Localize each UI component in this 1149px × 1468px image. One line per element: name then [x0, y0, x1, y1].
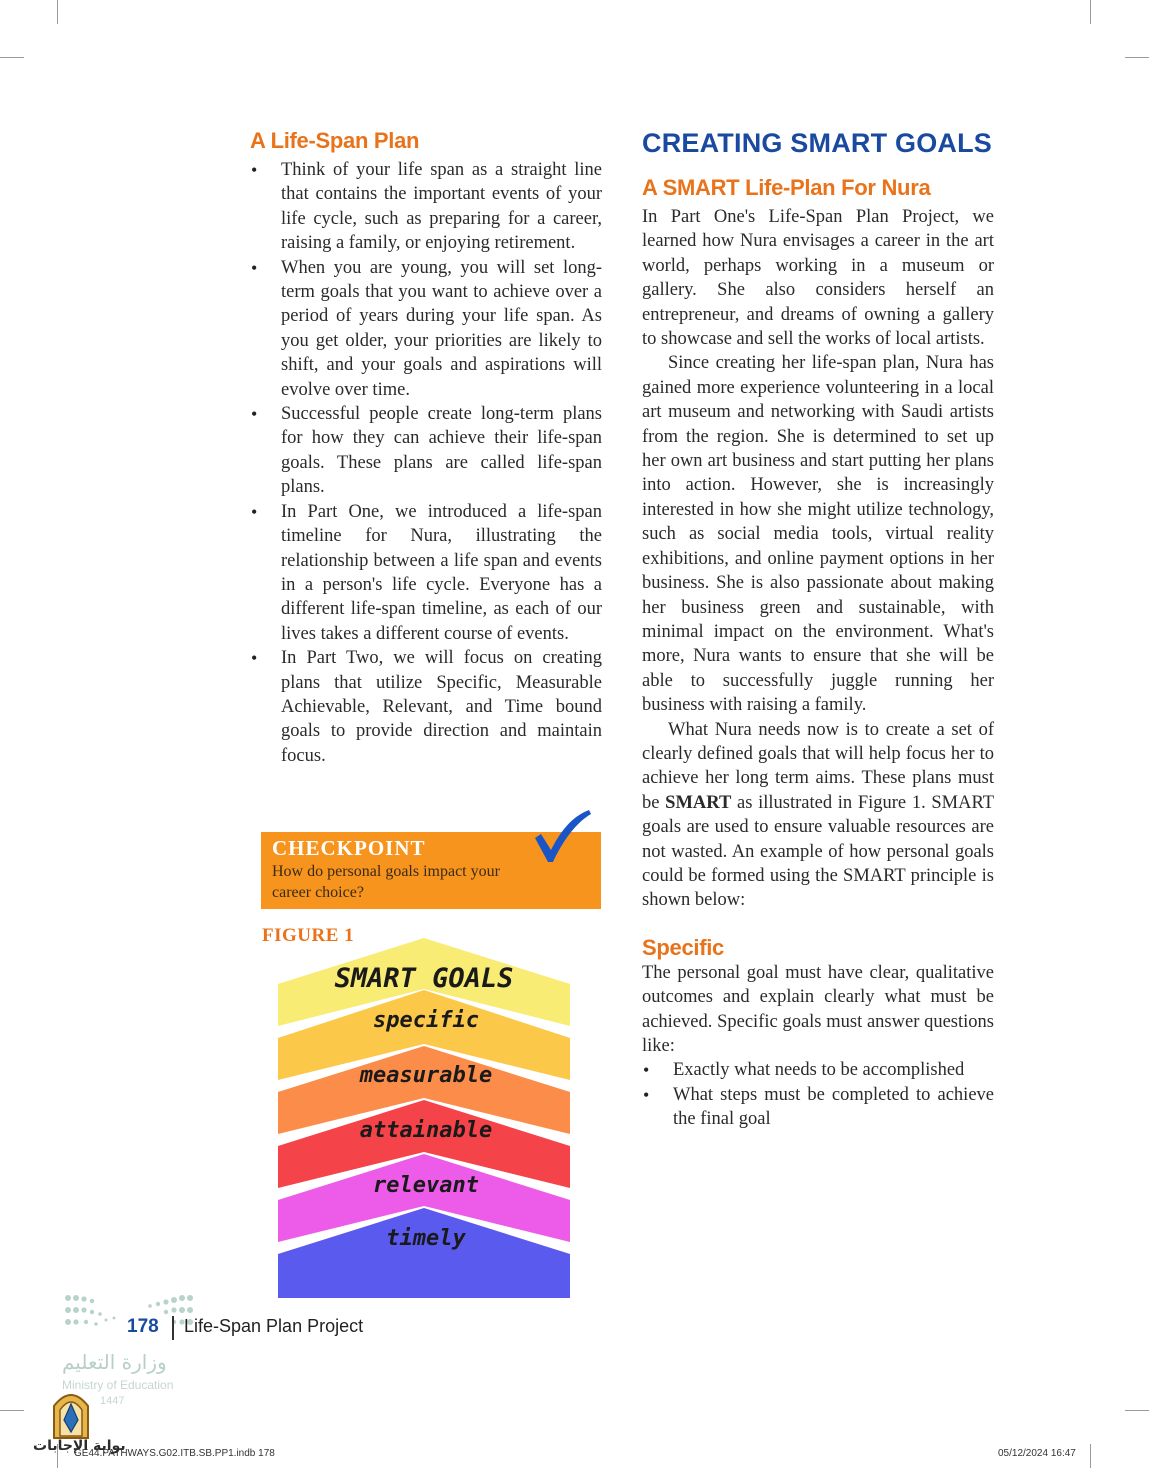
checkpoint-box	[261, 832, 601, 909]
print-slug-file: GE44.PATHWAYS.G02.ITB.SB.PP1.indb 178	[74, 1448, 275, 1459]
bullet-item: • Exactly what needs to be accomplished	[642, 1058, 994, 1082]
crop-mark	[1090, 0, 1091, 24]
portal-watermark: بوابة الإجابات	[33, 1438, 126, 1454]
main-heading: CREATING SMART GOALS	[642, 128, 992, 158]
smart-label-relevant: relevant	[373, 1173, 479, 1198]
bullet-item: • In Part Two, we will focus on creating plans that utilize Specific, Measurable Achievable, Relevant, and Time bound goals to provide direction and maintain focus.	[250, 646, 602, 768]
smart-title-text: SMART GOALS	[334, 963, 514, 994]
footer-section-title: Life-Span Plan Project	[184, 1316, 364, 1336]
bullet-item: • When you are young, you will set long-term goals that you want to achieve over a period of years during your life span. As you get older, your priorities are likely to shift, and your goals and aspirations will evolve over time.	[250, 256, 602, 402]
figure-label: FIGURE 1	[262, 925, 355, 946]
crop-mark	[1125, 57, 1149, 58]
portal-logo-icon	[48, 1386, 94, 1440]
footer-separator	[172, 1316, 174, 1340]
smart-goals-figure	[274, 934, 574, 1302]
left-column	[250, 128, 602, 768]
bullet-item: • In Part One, we introduced a life-span timeline for Nura, illustrating the relationship between a life span and events in a person's life cycle. Everyone has a different life-span timeline, as each of our lives takes a different course of events.	[250, 500, 602, 646]
paragraph-3-end: as illustrated in Figure 1. SMART goals are used to ensure valuable resources are not wasted. An example of how personal goals could be formed using the SMART principle is shown below:	[642, 792, 994, 911]
checkpoint-title: CHECKPOINT	[272, 836, 426, 860]
sub-heading: A SMART Life-Plan For Nura	[642, 175, 931, 200]
paragraph-2: Since creating her life-span plan, Nura has gained more experience volunteering in a local art museum and networking with Saudi artists from the region. She is determined to set up her own art business and start putting her plans into action. However, she is increasingly interested in how she might utilize technology, such as social media tools, virtual reality exhibitions, and online payment options in her business. She is also passionate about making her business green and sustainable, with minimal impact on the environment. What's more, Nura wants to ensure that she will be able to successfully juggle running her business with raising a family.	[642, 353, 994, 716]
crop-mark	[0, 57, 24, 58]
smart-label-measurable: measurable	[359, 1063, 493, 1088]
checkmark-icon	[531, 808, 593, 866]
smart-label-specific: specific	[373, 1008, 479, 1033]
life-span-bullets	[250, 158, 602, 768]
ministry-english-name: Ministry of Education	[62, 1378, 174, 1392]
right-column	[642, 128, 994, 1132]
crop-mark	[57, 0, 58, 24]
specific-heading: Specific	[642, 934, 724, 960]
smart-label-timely: timely	[386, 1226, 466, 1251]
ministry-arabic-name: وزارة التعليم	[62, 1350, 167, 1374]
crop-mark	[1090, 1444, 1091, 1468]
smart-bold: SMART	[665, 792, 732, 813]
paragraph-3-start: What Nura needs now is to create a set of clearly defined goals that will help focus her to achieve her long term aims. These plans must be	[642, 719, 994, 813]
checkpoint-question: How do personal goals impact your career choice?	[272, 863, 500, 901]
bullet-item: • Think of your life span as a straight line that contains the important events of your life cycle, such as preparing for a career, raising a family, or enjoying retirement.	[250, 158, 602, 256]
page-number: 178	[127, 1316, 159, 1337]
specific-bullets	[642, 1058, 994, 1131]
bullet-item: • What steps must be completed to achieve the final goal	[642, 1083, 994, 1132]
crop-mark	[0, 1410, 24, 1411]
paragraph-1: In Part One's Life-Span Plan Project, we learned how Nura envisages a career in the art world, perhaps working in a museum or gallery. She also considers herself an entrepreneur, and dreams of owning a gallery to showcase and sell the works of local artists.	[642, 207, 994, 350]
section-heading-life-span-plan: A Life-Span Plan	[250, 128, 420, 153]
ministry-year: 1447	[100, 1395, 125, 1407]
smart-label-attainable: attainable	[359, 1118, 493, 1143]
paragraph-3	[642, 718, 994, 913]
specific-paragraph: The personal goal must have clear, qualitative outcomes and explain clearly what must be achieved. Specific goals must answer questions like:	[642, 962, 994, 1056]
print-slug-date: 05/12/2024 16:47	[998, 1448, 1076, 1459]
crop-mark	[1125, 1410, 1149, 1411]
bullet-item: • Successful people create long-term plans for how they can achieve their life-span goals. These plans are called life-span plans.	[250, 402, 602, 500]
